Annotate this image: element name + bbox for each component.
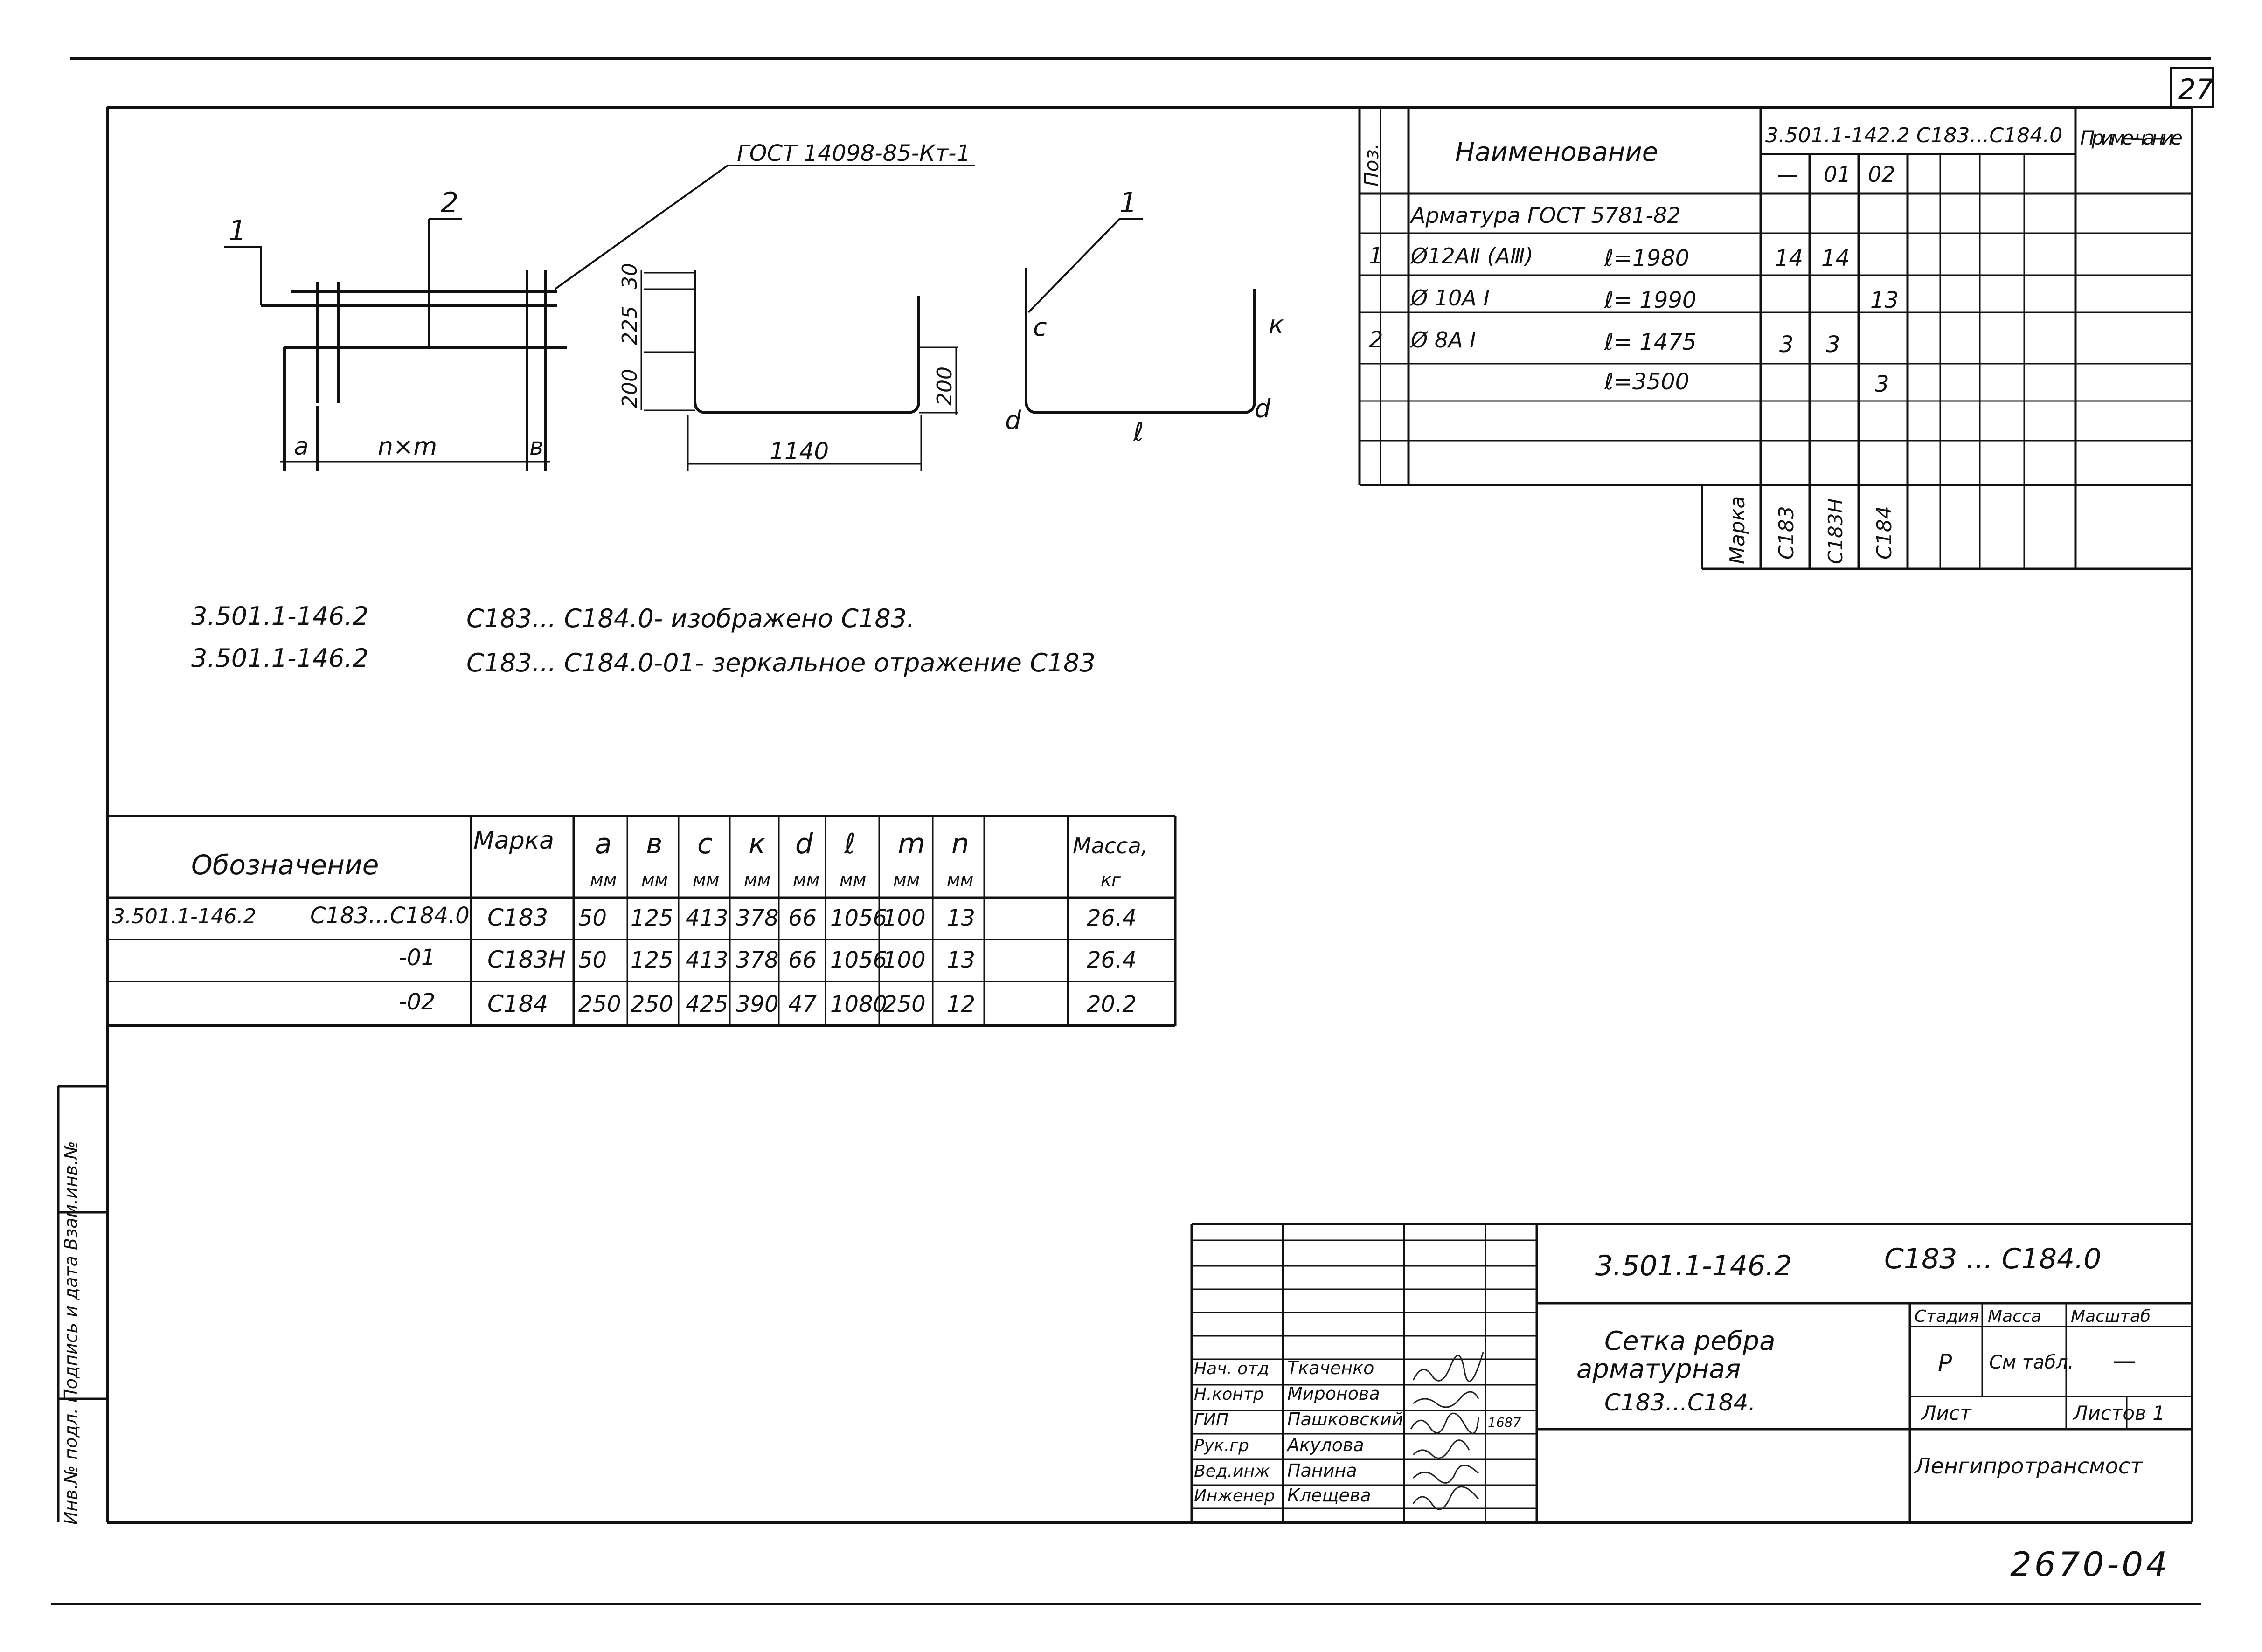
dim-1140: 1140 <box>770 438 829 465</box>
params-row-marka: С184 <box>487 990 548 1017</box>
sheets-label: Листов 1 <box>2073 1402 2165 1424</box>
params-unit: кг <box>1101 870 1121 890</box>
staff-role: Вед.инж <box>1194 1462 1270 1481</box>
params-row-value: 250 <box>578 991 621 1017</box>
spec-row-4-q2: 3 <box>1875 371 1889 397</box>
spec-row-1-q0: 14 <box>1775 245 1804 271</box>
params-row-value: 12 <box>947 991 976 1017</box>
spec-row-1-name: Ø12АⅡ (АⅢ) <box>1411 243 1533 269</box>
bar-letter-d-right: d <box>1255 394 1271 423</box>
params-unit: мм <box>840 870 867 890</box>
params-row-suffix: С183...С184.0 <box>310 903 470 929</box>
params-unit: мм <box>693 870 720 890</box>
scale-value: — <box>2113 1347 2136 1374</box>
mesh-plan-view <box>224 166 975 471</box>
mass-value: См табл. <box>1989 1352 2074 1373</box>
sheet-label: Лист <box>1922 1402 1971 1424</box>
spec-row-3-pos: 2 <box>1369 327 1383 353</box>
title-line-2: арматурная <box>1576 1354 1741 1384</box>
bar-letter-k: к <box>1269 310 1284 339</box>
marka-value-1: С183Н <box>1824 498 1847 564</box>
spec-header-name: Наименование <box>1455 137 1658 167</box>
params-rows <box>112 903 1137 1017</box>
spec-variant-1: 01 <box>1824 162 1851 187</box>
staff-name: Миронова <box>1287 1383 1380 1404</box>
spec-row-3-q0: 3 <box>1779 332 1794 358</box>
params-row-value: 47 <box>788 991 817 1017</box>
marka-value-0: С183 <box>1775 506 1798 560</box>
params-row-value: 50 <box>578 947 607 973</box>
stage-value: Р <box>1938 1349 1952 1376</box>
params-row-value: 1080 <box>830 991 888 1017</box>
marka-label: Марка <box>1726 496 1749 564</box>
spec-variant-2: 02 <box>1868 162 1895 187</box>
params-unit: мм <box>744 870 771 890</box>
staff-name: Ткаченко <box>1287 1358 1374 1378</box>
staff-name: Панина <box>1287 1460 1357 1481</box>
params-row-value: 125 <box>631 905 673 931</box>
params-row-suffix: -01 <box>399 945 436 971</box>
spec-row-3-q1: 3 <box>1826 332 1840 358</box>
params-row-value: 13 <box>947 905 976 931</box>
organization: Ленгипротрансмост <box>1915 1453 2143 1479</box>
title-doc-range: С183 ... С184.0 <box>1884 1243 2102 1275</box>
params-header-c: c <box>697 828 713 860</box>
params-row-value: 100 <box>883 905 926 931</box>
scale-label: Масштаб <box>2071 1307 2151 1326</box>
params-unit: мм <box>947 870 974 890</box>
params-row-value: 378 <box>736 947 779 973</box>
leader-label-2: 2 <box>441 187 459 219</box>
params-row-value: 250 <box>883 991 926 1017</box>
params-unit: мм <box>793 870 820 890</box>
staff-name: Клещева <box>1287 1485 1371 1506</box>
params-row-value: 390 <box>736 991 779 1017</box>
staff-role: Инженер <box>1194 1486 1275 1506</box>
params-row-marka: С183Н <box>487 946 566 973</box>
params-row-value: 66 <box>788 947 817 973</box>
params-row-value: 250 <box>631 991 673 1017</box>
dim-b: в <box>529 433 544 461</box>
params-header-b: в <box>646 828 663 860</box>
params-row-value: 26.4 <box>1087 905 1137 931</box>
params-row-designation: 3.501.1-146.2 <box>112 905 257 928</box>
dim-nxm: n×m <box>378 433 437 461</box>
note-2-text: С183... С184.0-01- зеркальное отражение С183 <box>466 648 1096 677</box>
params-units <box>590 870 1121 890</box>
params-header-mass: Масса, <box>1073 833 1148 858</box>
spec-row-2-len: ℓ= 1990 <box>1604 287 1697 313</box>
params-row-value: 413 <box>686 947 729 973</box>
spec-table <box>1360 107 2192 569</box>
archive-number: 2670-04 <box>2010 1545 2170 1584</box>
spec-section-title: Арматура ГОСТ 5781-82 <box>1411 203 1681 228</box>
spec-row-2-name: Ø 10А Ⅰ <box>1411 285 1490 311</box>
params-row-value: 26.4 <box>1087 947 1137 973</box>
params-row-value: 13 <box>947 947 976 973</box>
params-header-marka: Марка <box>473 827 555 855</box>
params-unit: мм <box>893 870 920 890</box>
spec-header-code: 3.501.1-142.2 С183...С184.0 <box>1765 124 2063 147</box>
mass-label: Масса <box>1988 1307 2041 1326</box>
params-header-n: n <box>951 828 970 860</box>
params-header-l: ℓ <box>844 828 856 860</box>
bent-bar-view <box>1026 219 1255 413</box>
dim-a: a <box>294 433 309 461</box>
note-1-text: С183... С184.0- изображено С183. <box>466 604 915 633</box>
params-row-marka: С183 <box>487 904 548 931</box>
page-number: 27 <box>2178 73 2214 106</box>
bar-letter-l: ℓ <box>1133 417 1144 447</box>
params-row-value: 100 <box>883 947 926 973</box>
spec-header-pos: Поз. <box>1360 143 1383 187</box>
spec-row-1-pos: 1 <box>1369 243 1383 269</box>
bar-letter-d-left: d <box>1005 406 1021 435</box>
leader-label-1b: 1 <box>1119 187 1138 219</box>
params-header-designation: Обозначение <box>191 849 379 881</box>
dim-225: 225 <box>618 306 642 345</box>
params-row-value: 66 <box>788 905 817 931</box>
params-row-value: 413 <box>686 905 729 931</box>
params-header-k: к <box>749 828 766 860</box>
spec-header-note: Приме-чание <box>2080 126 2183 149</box>
params-row-value: 1056 <box>830 947 888 973</box>
params-unit: мм <box>590 870 617 890</box>
marka-value-2: С184 <box>1873 506 1896 560</box>
spec-row-3-name: Ø 8А Ⅰ <box>1411 327 1476 353</box>
staff-role: Нач. отд <box>1194 1359 1270 1378</box>
stage-label: Стадия <box>1915 1307 1979 1326</box>
note-1-code: 3.501.1-146.2 <box>191 601 369 631</box>
title-line-1: Сетка ребра <box>1604 1326 1776 1356</box>
spec-row-2-q2: 13 <box>1870 287 1899 313</box>
bar-letter-c: c <box>1033 312 1047 342</box>
params-header-a: a <box>595 828 612 860</box>
params-row-value: 125 <box>631 947 673 973</box>
spec-row-4-len: ℓ=3500 <box>1604 369 1690 395</box>
staff-role: Н.контр <box>1194 1385 1264 1404</box>
sign-date: 1687 <box>1488 1415 1521 1430</box>
gost-callout: ГОСТ 14098-85-Кт-1 <box>737 140 971 166</box>
params-row-value: 425 <box>686 991 729 1017</box>
params-header-d: d <box>795 828 813 860</box>
title-line-3: С183...С184. <box>1604 1389 1756 1416</box>
spec-row-1-len: ℓ=1980 <box>1604 245 1690 271</box>
title-doc-code: 3.501.1-146.2 <box>1595 1250 1792 1282</box>
params-row-suffix: -02 <box>399 989 436 1015</box>
staff-list <box>1194 1358 1403 1506</box>
params-header-m: m <box>898 828 925 860</box>
note-2-code: 3.501.1-146.2 <box>191 643 369 673</box>
staff-role: Рук.гр <box>1194 1436 1249 1455</box>
staff-name: Пашковский <box>1287 1409 1403 1430</box>
params-row-value: 50 <box>578 905 607 931</box>
side-strip-label: Инв.№ подл. Подпись и дата Взам.инв.№ <box>61 1141 81 1525</box>
params-row-value: 1056 <box>830 905 888 931</box>
dim-200-right: 200 <box>933 366 957 406</box>
dim-30: 30 <box>618 263 642 289</box>
dim-200-left: 200 <box>618 369 642 408</box>
params-row-value: 378 <box>736 905 779 931</box>
params-unit: мм <box>641 870 668 890</box>
staff-role: ГИП <box>1194 1410 1229 1430</box>
spec-row-3-len: ℓ= 1475 <box>1604 329 1697 355</box>
leader-label-1: 1 <box>229 214 247 247</box>
staff-name: Акулова <box>1287 1435 1364 1455</box>
spec-variant-0: — <box>1777 162 1798 187</box>
params-row-value: 20.2 <box>1087 991 1137 1017</box>
spec-row-1-q1: 14 <box>1821 245 1850 271</box>
